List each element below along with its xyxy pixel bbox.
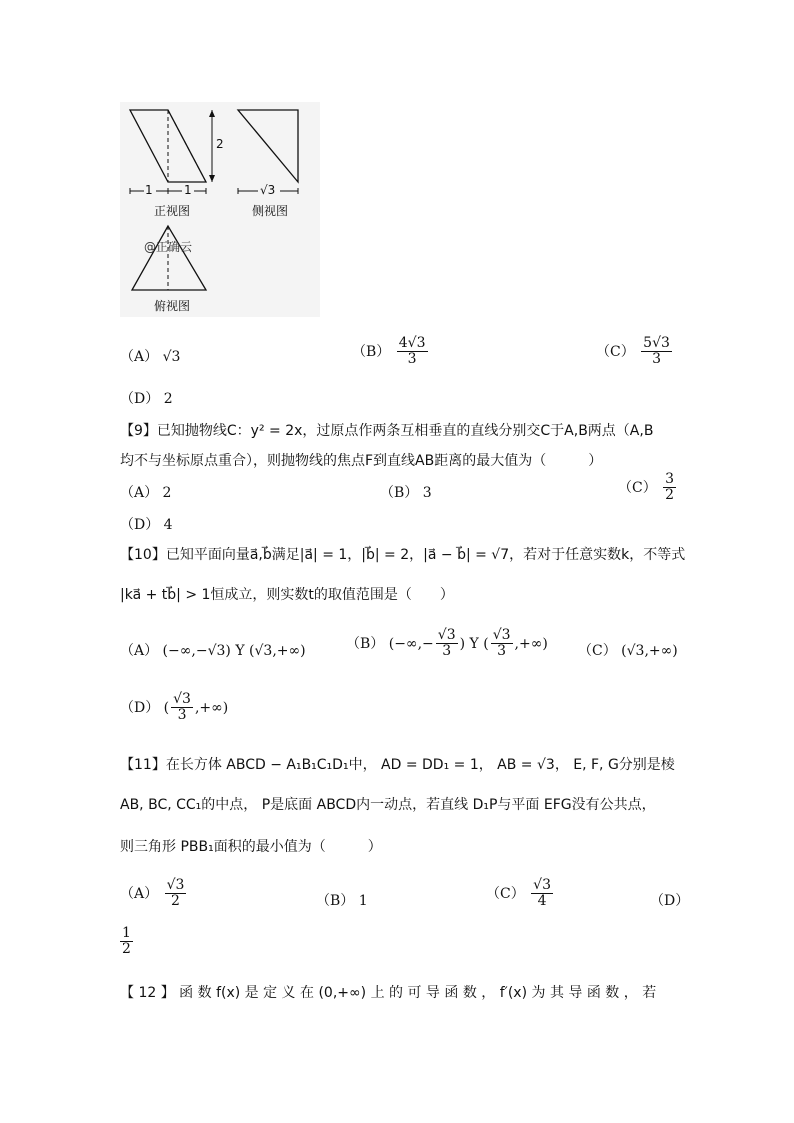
q11-line-2: AB, BC, CC₁的中点， P是底面 ABCD内一动点，若直线 D₁P与平面 EFG没有公共点， xyxy=(120,797,656,813)
top-view-label: 俯视图 xyxy=(154,299,191,313)
q10-option-a: （A） (−∞,−√3) Y (√3,+∞) xyxy=(120,643,306,659)
q9-option-c: （C） $\frac{3}{2}$ xyxy=(618,471,675,504)
q9-option-a: （A） 2 xyxy=(120,485,172,501)
q11-option-b: （B） 1 xyxy=(316,893,368,909)
q9-line-2: 均不与坐标原点重合），则抛物线的焦点F到直线AB距离的最大值为（ ） xyxy=(120,453,603,469)
q10-line-1: 【10】已知平面向量a⃗,b⃗满足|a⃗| = 1，|b⃗| = 2，|a⃗ − b⃗| = √7，若对于任意实数k，不等式 xyxy=(120,547,686,563)
q11-line-3: 则三角形 PBB₁面积的最小值为（ ） xyxy=(120,839,382,855)
dim-left: 1 xyxy=(145,183,153,197)
q10-line-2: |ka⃗ + tb⃗| > 1恒成立，则实数t的取值范围是（ ） xyxy=(120,587,454,603)
q11-line-1: 【11】在长方体 ABCD − A₁B₁C₁D₁中， AD = DD₁ = 1， AB = √3， E, F, G分别是棱 xyxy=(120,757,675,773)
side-view-shape xyxy=(238,110,298,182)
q10-option-b: （B） (−∞,− $\frac{√3}{3}$ ) Y ( $\frac{√3}{3}$ ,+∞) xyxy=(346,627,548,660)
q8-option-c: （C） $\frac{5√3}{3}$ xyxy=(596,335,670,368)
front-view-label: 正视图 xyxy=(154,204,191,218)
q10-option-d: （D） ( $\frac{√3}{3}$ ,+∞) xyxy=(120,691,229,724)
q9-option-d: （D） 4 xyxy=(120,517,173,533)
q11-option-d-value: $\frac{1}{2}$ xyxy=(122,925,131,958)
watermark: @正确云 xyxy=(144,240,193,254)
q8-option-b: （B） $\frac{4√3}{3}$ xyxy=(352,335,426,368)
three-view-figure xyxy=(120,102,320,317)
q11-option-d-label: （D） xyxy=(650,893,690,909)
q10-option-c: （C） (√3,+∞) xyxy=(578,643,678,659)
dim-height: 2 xyxy=(216,137,224,151)
q11-option-a: （A） $\frac{√3}{2}$ xyxy=(120,877,185,910)
dim-right: 1 xyxy=(184,183,192,197)
q9-line-1: 【9】已知抛物线C：y² = 2x，过原点作两条互相垂直的直线分别交C于A,B两点（A,B xyxy=(120,423,654,439)
three-view-drawing xyxy=(120,102,320,317)
side-view-label: 侧视图 xyxy=(252,204,289,218)
top-view-shape xyxy=(132,226,206,290)
dim-side: √3 xyxy=(260,183,276,197)
q11-option-c: （C） $\frac{√3}{4}$ xyxy=(486,877,551,910)
q8-option-d: （D） 2 xyxy=(120,391,173,407)
q8-option-a: （A） √3 xyxy=(120,349,181,365)
q9-option-b: （B） 3 xyxy=(380,485,432,501)
q12-line-1: 【 12 】 函 数 f(x) 是 定 义 在 (0,+∞) 上 的 可 导 函 数 ， f′(x) 为 其 导 函 数 ， 若 xyxy=(120,985,657,1001)
